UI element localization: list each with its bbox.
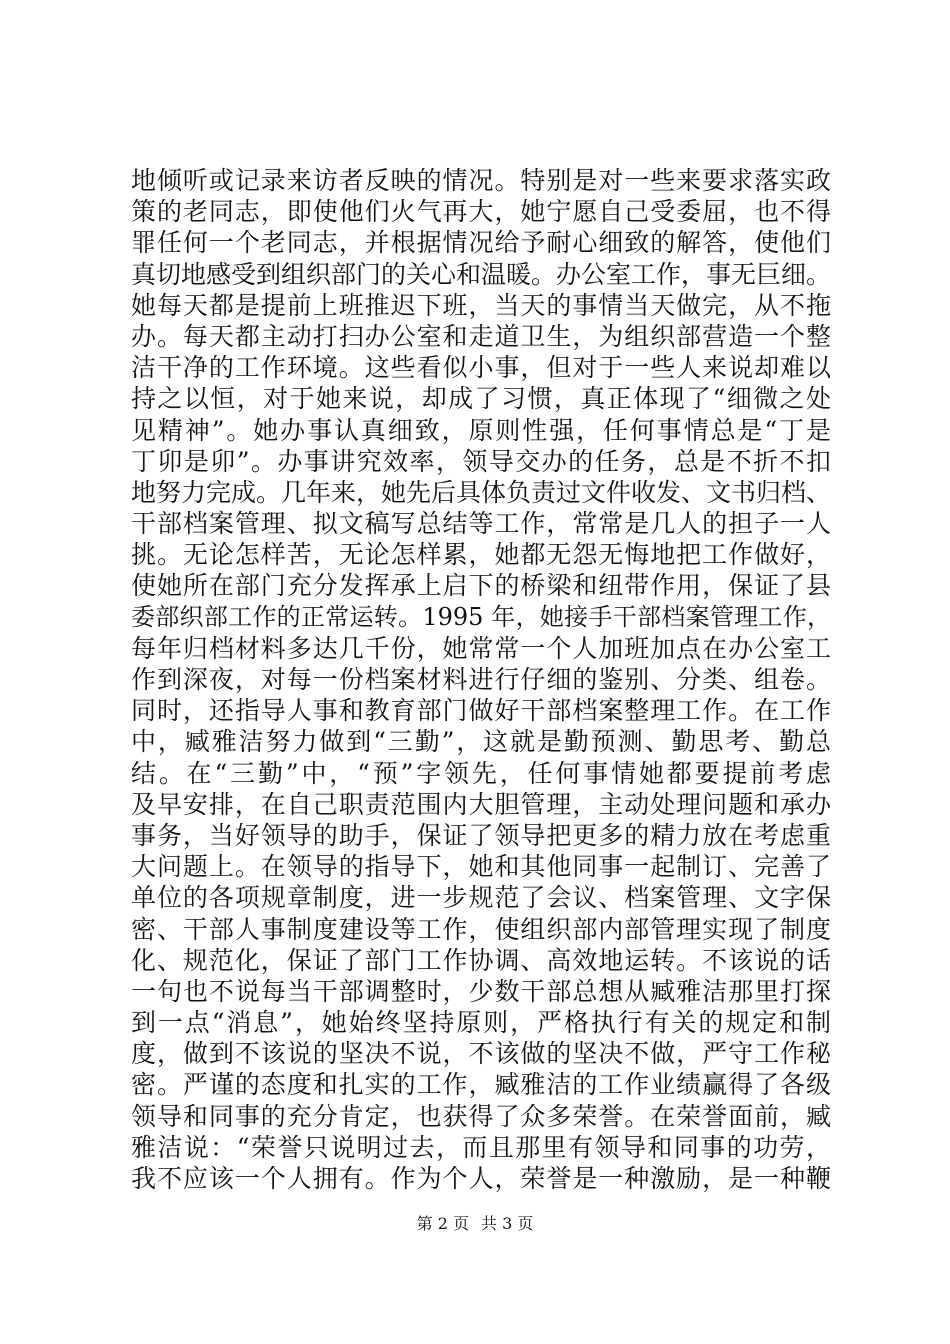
text-line: 度，做到不该说的坚决不说，不该做的坚决不做，严守工作秘	[131, 1039, 831, 1069]
text-line: 罪任何一个老同志，并根据情况给予耐心细致的解答，使他们	[131, 228, 831, 258]
text-line: 地努力完成。几年来，她先后具体负责过文件收发、文书归档、	[131, 477, 832, 507]
text-line: 丁卯是卯”。办事讲究效率，领导交办的任务，总是不折不扣	[131, 446, 831, 476]
text-line: 化、规范化，保证了部门工作协调、高效地运转。不该说的话	[131, 945, 831, 975]
text-line: 真切地感受到组织部门的关心和温暖。办公室工作，事无巨细。	[131, 259, 832, 289]
text-line: 使她所在部门充分发挥承上启下的桥梁和纽带作用，保证了县	[131, 571, 831, 601]
text-line: 雅洁说：“荣誉只说明过去，而且那里有领导和同事的功劳，	[131, 1132, 831, 1162]
text-line: 洁干净的工作环境。这些看似小事，但对于一些人来说却难以	[131, 353, 831, 383]
page-total: 共 3 页	[481, 1214, 534, 1233]
body-text	[131, 165, 831, 1194]
text-line: 我不应该一个人拥有。作为个人，荣誉是一种激励，是一种鞭	[131, 1164, 831, 1193]
page-number: 第 2 页	[416, 1214, 469, 1233]
text-line: 领导和同事的充分肯定，也获得了众多荣誉。在荣誉面前，臧	[131, 1101, 831, 1131]
text-line: 委部织部工作的正常运转。1995 年，她接手干部档案管理工作，	[131, 602, 831, 631]
text-line: 地倾听或记录来访者反映的情况。特别是对一些来要求落实政	[131, 166, 831, 195]
text-line: 策的老同志，即使他们火气再大，她宁愿自己受委屈，也不得	[131, 197, 831, 227]
text-line: 结。在“三勤”中，“预”字领先，任何事情她都要提前考虑	[131, 758, 831, 788]
text-line: 干部档案管理、拟文稿写总结等工作，常常是几人的担子一人	[131, 509, 831, 539]
text-line: 及早安排，在自己职责范围内大胆管理，主动处理问题和承办	[131, 789, 831, 819]
text-line: 每年归档材料多达几千份，她常常一个人加班加点在办公室工	[131, 633, 831, 663]
text-line: 单位的各项规章制度，进一步规范了会议、档案管理、文字保	[131, 883, 831, 913]
text-line: 她每天都是提前上班推迟下班，当天的事情当天做完，从不拖	[131, 290, 831, 320]
text-line: 中，臧雅洁努力做到“三勤”，这就是勤预测、勤思考、勤总	[131, 727, 831, 757]
text-line: 到一点“消息”，她始终坚持原则，严格执行有关的规定和制	[131, 1008, 831, 1038]
text-line: 密、干部人事制度建设等工作，使组织部内部管理实现了制度	[131, 914, 831, 944]
page-footer	[0, 1213, 950, 1235]
text-line: 持之以恒，对于她来说，却成了习惯，真正体现了“细微之处	[131, 384, 831, 414]
text-line: 同时，还指导人事和教育部门做好干部档案整理工作。在工作	[131, 696, 831, 726]
text-line: 大问题上。在领导的指导下，她和其他同事一起制订、完善了	[131, 852, 831, 882]
text-line: 事务，当好领导的助手，保证了领导把更多的精力放在考虑重	[131, 820, 831, 850]
text-line: 密。严谨的态度和扎实的工作，臧雅洁的工作业绩赢得了各级	[131, 1070, 831, 1100]
text-line: 见精神”。她办事认真细致，原则性强，任何事情总是“丁是	[131, 415, 831, 445]
text-line: 作到深夜，对每一份档案材料进行仔细的鉴别、分类、组卷。	[131, 665, 831, 694]
text-line: 办。每天都主动打扫办公室和走道卫生，为组织部营造一个整	[131, 321, 831, 351]
text-line: 一句也不说每当干部调整时，少数干部总想从臧雅洁那里打探	[131, 976, 831, 1006]
text-line: 挑。无论怎样苦，无论怎样累，她都无怨无悔地把工作做好，	[131, 540, 831, 570]
